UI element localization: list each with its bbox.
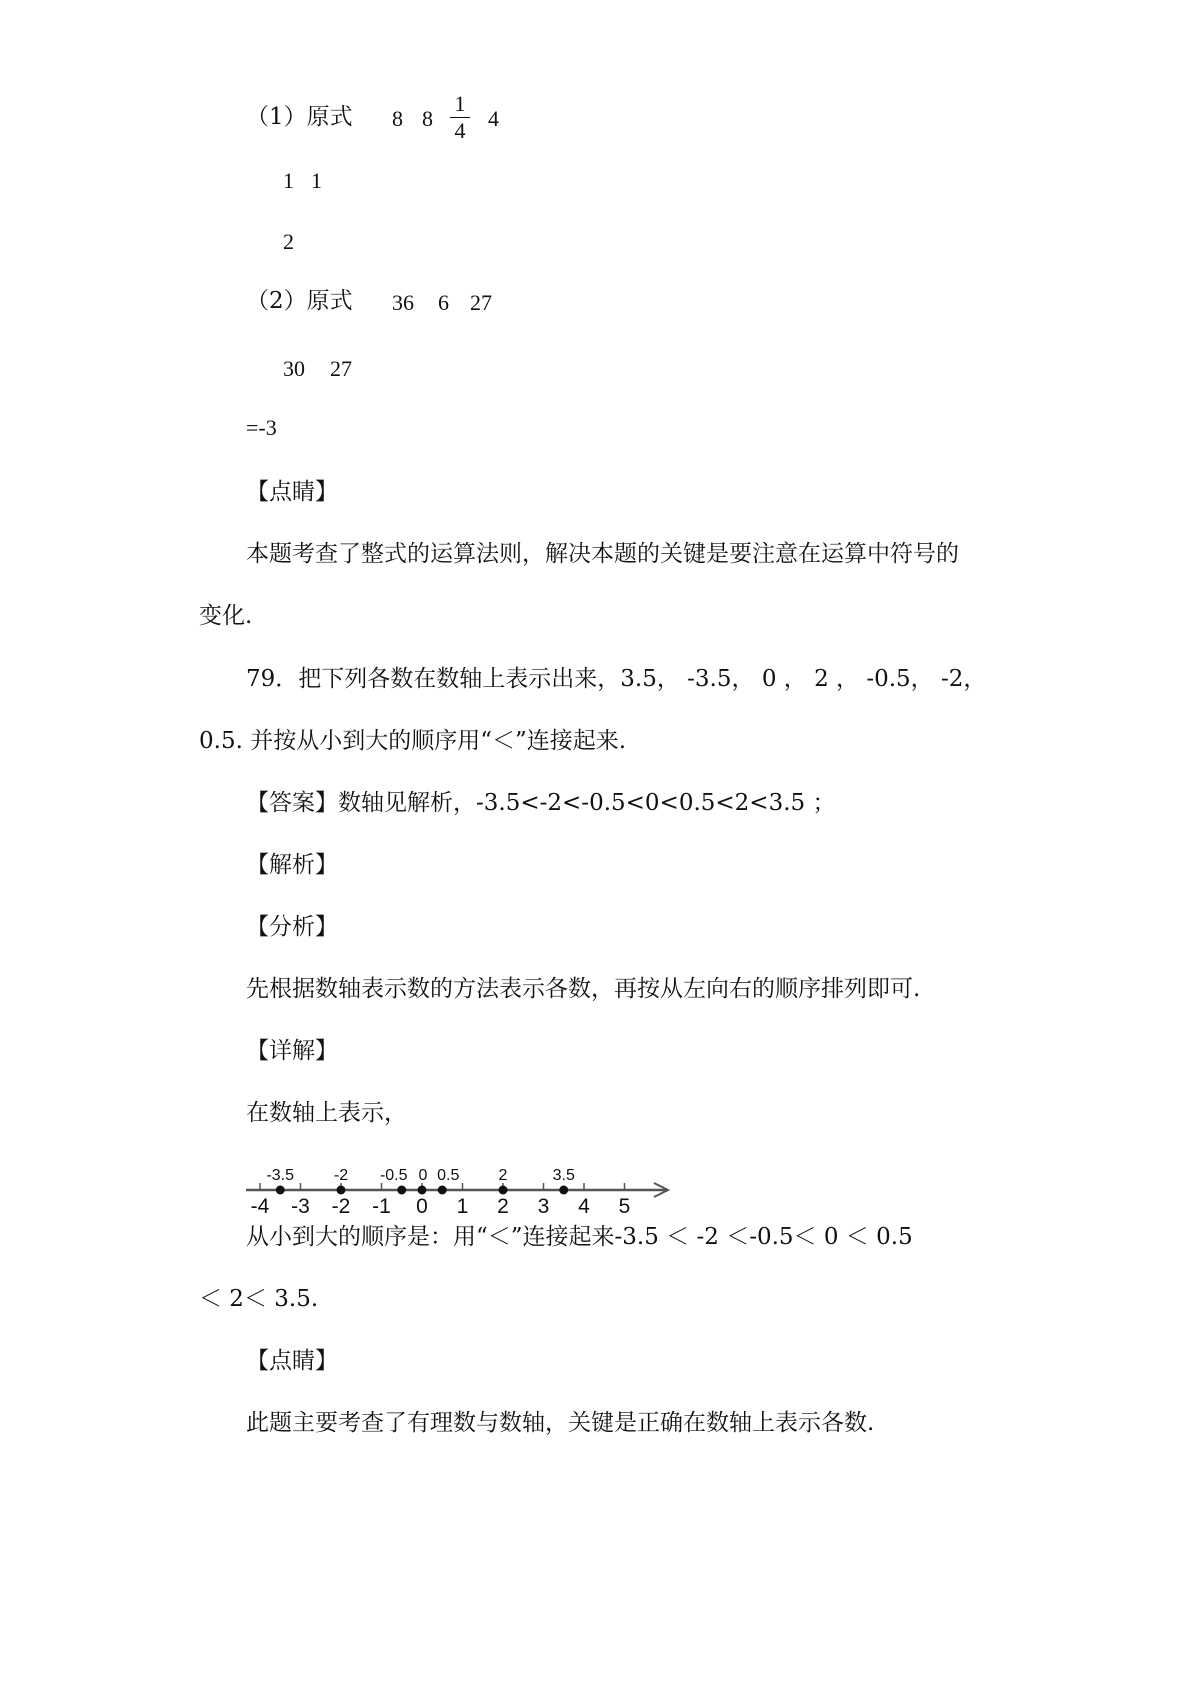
review1-heading: 【点睛】 [246, 479, 338, 505]
number-line-point-label: -3.5 [266, 1167, 295, 1184]
calc1-term-b: 8 [422, 106, 433, 131]
calc2-label: （2）原式 [246, 288, 353, 314]
number-line-tick-label: 2 [497, 1195, 509, 1218]
q79-xiangjie-text: 在数轴上表示， [246, 1100, 407, 1126]
review1-text-line1: 本题考查了整式的运算法则，解决本题的关键是要注意在运算中符号的 [246, 541, 959, 567]
q79-line2: 0.5. 并按从小到大的顺序用“＜”连接起来. [199, 728, 627, 754]
number-line-tick-label: -4 [250, 1195, 270, 1218]
q79-xiangjie-heading: 【详解】 [246, 1038, 338, 1064]
number-line-point [559, 1186, 568, 1195]
q79-answer: 【答案】数轴见解析，-3.5<-2<-0.5<0<0.5<2<3.5 ； [246, 790, 836, 816]
number-line-point [418, 1186, 427, 1195]
calc2-term-c: 27 [470, 290, 492, 315]
calc2-term-a: 36 [392, 290, 414, 315]
number-line-tick-label: 5 [618, 1195, 631, 1218]
q79-line1: 79．把下列各数在数轴上表示出来，3.5， -3.5， 0 ， 2 ， -0.5， -2， [246, 666, 987, 692]
calc1-step1-a: 1 [283, 168, 294, 193]
number-line-tick-label: 3 [537, 1195, 550, 1218]
number-line-point-label: 0.5 [437, 1167, 460, 1184]
calc1-label: （1）原式 [246, 104, 353, 130]
number-line-point-label: -0.5 [379, 1167, 408, 1184]
number-line-point [499, 1186, 508, 1195]
q79-review-heading: 【点睛】 [246, 1348, 338, 1374]
calc1-fraction [450, 92, 470, 143]
calc1-term-a: 8 [392, 106, 403, 131]
calc2-step1-b: 27 [330, 356, 352, 381]
number-line-tick-label: -3 [291, 1195, 310, 1218]
calc1-step1-b: 1 [311, 168, 322, 193]
calc1-step2: 2 [283, 229, 294, 254]
number-line-point [276, 1186, 285, 1195]
number-line-tick-label: -1 [372, 1195, 391, 1218]
calc1-fraction-denominator: 4 [454, 118, 466, 143]
number-line-point-label: 2 [498, 1167, 508, 1184]
number-line-point [397, 1186, 406, 1195]
q79-fenxi-text: 先根据数轴表示数的方法表示各数，再按从左向右的顺序排列即可. [246, 976, 921, 1002]
q79-fenxi-heading: 【分析】 [246, 914, 338, 940]
number-line-point [438, 1186, 447, 1195]
q79-order-line1: 从小到大的顺序是：用“＜”连接起来-3.5 ＜ -2 ＜-0.5＜ 0 ＜ 0.5 [246, 1224, 913, 1250]
number-line-figure [246, 1158, 676, 1228]
q79-order-line2: ＜ 2＜ 3.5. [199, 1286, 319, 1312]
calc2-step1-a: 30 [283, 356, 305, 381]
calc2-result: =-3 [246, 415, 277, 440]
number-line-tick-label: -2 [331, 1195, 351, 1218]
calc2-term-b: 6 [438, 290, 449, 315]
number-line-tick-label: 1 [456, 1195, 469, 1218]
number-line-point-label: -2 [333, 1167, 349, 1184]
review1-text-line2: 变化. [199, 603, 253, 629]
number-line-point [337, 1186, 346, 1195]
calc1-term-c: 4 [488, 106, 499, 131]
number-line-tick-label: 4 [578, 1195, 590, 1218]
q79-review-text: 此题主要考查了有理数与数轴，关键是正确在数轴上表示各数. [246, 1410, 875, 1436]
q79-jiexi-heading: 【解析】 [246, 852, 338, 878]
calc1-fraction-numerator: 1 [454, 91, 466, 116]
number-line-tick-label: 0 [416, 1195, 428, 1218]
number-line-point-label: 0 [418, 1167, 428, 1184]
number-line-point-label: 3.5 [552, 1167, 575, 1184]
